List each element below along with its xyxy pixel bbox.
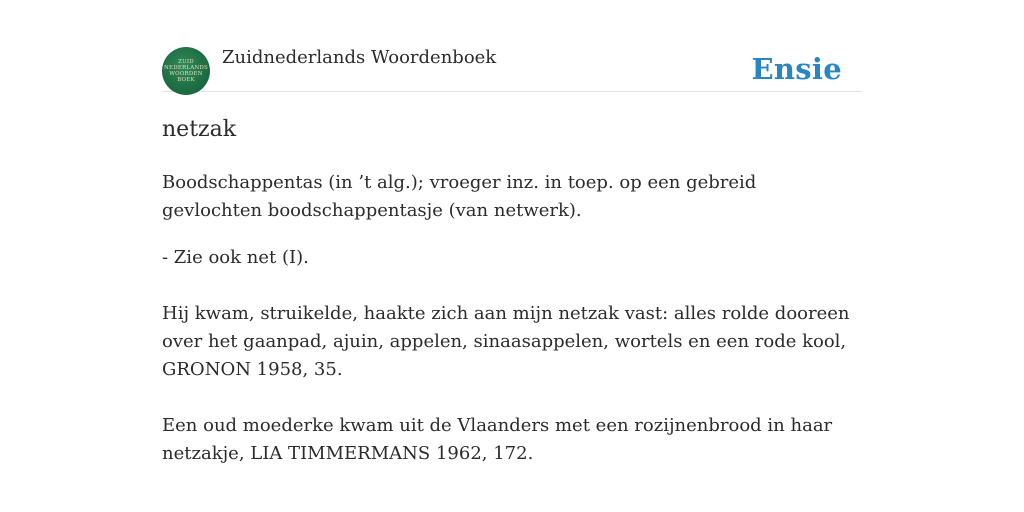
entry-quote-2: Een oud moederke kwam uit de Vlaanders met een rozijnenbrood in haar netzakje, LIA TIMMERMANS 1962, 172. bbox=[162, 415, 833, 464]
logo-text-line-4: BOEK bbox=[177, 77, 195, 83]
entry-quote-1: Hij kwam, struikelde, haakte zich aan mijn netzak vast: alles rolde dooreen over het gaanpad, ajuin, appelen, sinaasappelen, wortels en een rode kool, GRONON 1958, 35. bbox=[162, 303, 850, 380]
entry-definition: Boodschappentas (in ’t alg.); vroeger inz. in toep. op een gebreid gevlochten boodschappentasje (van netwerk). bbox=[162, 172, 757, 221]
entry-content bbox=[162, 115, 862, 496]
logo-text-line-3: WOORDEN bbox=[169, 71, 203, 77]
entry-crossref: - Zie ook net (I). bbox=[162, 247, 309, 268]
entry-headword: netzak bbox=[162, 117, 237, 142]
logo-text-line-2: NEDERLANDS bbox=[163, 65, 208, 71]
dictionary-logo[interactable] bbox=[162, 47, 210, 95]
dictionary-name-link[interactable]: Zuidnederlands Woordenboek bbox=[222, 47, 497, 68]
logo-text-line-1: ZUID bbox=[178, 59, 194, 65]
site-header bbox=[162, 44, 862, 92]
ensie-brand-logo[interactable]: Ensie bbox=[751, 52, 842, 86]
